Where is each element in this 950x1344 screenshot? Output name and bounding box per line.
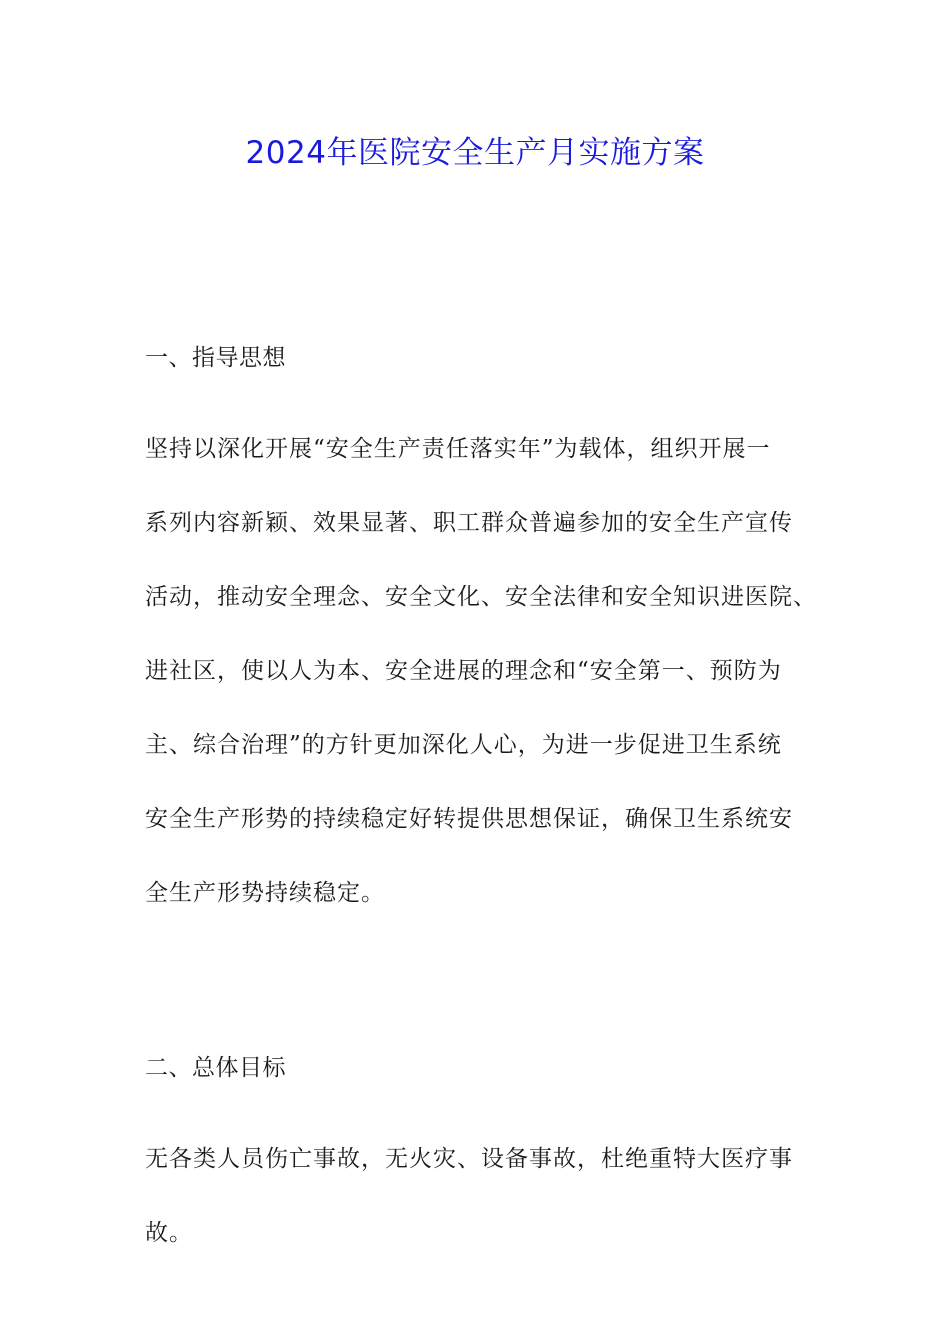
paragraph-line: 故。: [145, 1220, 193, 1246]
section-guiding-thought: [145, 338, 825, 930]
paragraph-line: 全生产形势持续稳定。: [145, 880, 385, 906]
paragraph-line: 活动，推动安全理念、安全文化、安全法律和安全知识进医院、: [145, 584, 817, 610]
section-heading: 二、总体目标: [145, 1055, 286, 1081]
paragraph-line: 系列内容新颖、效果显著、职工群众普遍参加的安全生产宣传: [145, 510, 793, 536]
section-heading: 一、指导思想: [145, 345, 286, 371]
paragraph-line: 主、综合治理”的方针更加深化人心，为进一步促进卫生系统: [145, 732, 782, 758]
paragraph-line: 安全生产形势的持续稳定好转提供思想保证，确保卫生系统安: [145, 806, 793, 832]
document-body: [145, 338, 825, 1270]
paragraph-line: 进社区，使以人为本、安全进展的理念和“安全第一、预防为: [145, 658, 782, 684]
paragraph-line: 无各类人员伤亡事故，无火灾、设备事故，杜绝重特大医疗事: [145, 1146, 793, 1172]
section-overall-goal: [145, 1048, 825, 1270]
paragraph-line: 坚持以深化开展“安全生产责任落实年”为载体，组织开展一: [145, 436, 771, 462]
document-title: 2024年医院安全生产月实施方案: [245, 135, 705, 171]
